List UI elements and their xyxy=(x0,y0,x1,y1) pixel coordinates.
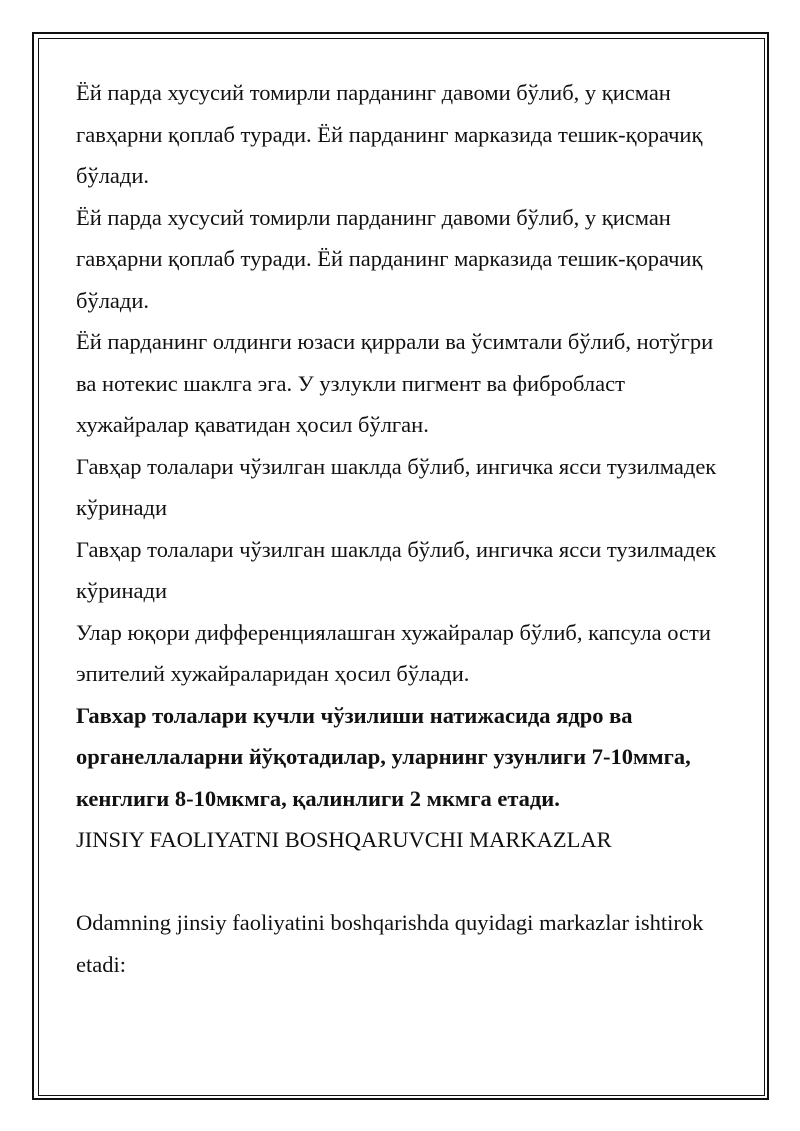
paragraph-differentiated-cells: Улар юқори дифференциялашган хужайралар бўлиб, капсула ости эпителий хужайраларидан ҳосил бўлади. xyxy=(76,619,711,686)
section-heading: JINSIY FAOLIYATNI BOSHQARUVCHI MARKAZLAR xyxy=(76,827,612,852)
document-body xyxy=(76,72,736,985)
paragraph-iris-1: Ёй парда хусусий томирли парданинг давоми бўлиб, у қисман гавҳарни қоплаб туради. Ёй парданинг марказида тешик-қорачиқ бўлади. xyxy=(76,80,703,188)
paragraph-iris-surface: Ёй парданинг олдинги юзаси қиррали ва ўсимтали бўлиб, нотўгри ва нотекис шаклга эга. У узлукли пигмент ва фибробласт хужайралар қаватидан ҳосил бўлган. xyxy=(76,329,714,437)
paragraph-centers-intro: Odamning jinsiy faoliyatini boshqarishda quyidagi markazlar ishtirok etadi: xyxy=(76,910,704,977)
paragraph-lens-fibers-2: Гавҳар толалари чўзилган шаклда бўлиб, ингичка ясси тузилмадек кўринади xyxy=(76,536,717,603)
paragraph-lens-fiber-dimensions: Гавхар толалари кучли чўзилиши натижасида ядро ва органеллаларни йўқотадилар, уларнинг узунлиги 7-10ммга, кенглиги 8-10мкмга, қалинлиги 2 мкмга етади. xyxy=(76,702,691,811)
paragraph-lens-fibers-1: Гавҳар толалари чўзилган шаклда бўлиб, ингичка ясси тузилмадек кўринади xyxy=(76,453,717,520)
blank-line xyxy=(76,861,736,903)
paragraph-iris-2: Ёй парда хусусий томирли парданинг давоми бўлиб, у қисман гавҳарни қоплаб туради. Ёй парданинг марказида тешик-қорачиқ бўлади. xyxy=(76,204,703,313)
